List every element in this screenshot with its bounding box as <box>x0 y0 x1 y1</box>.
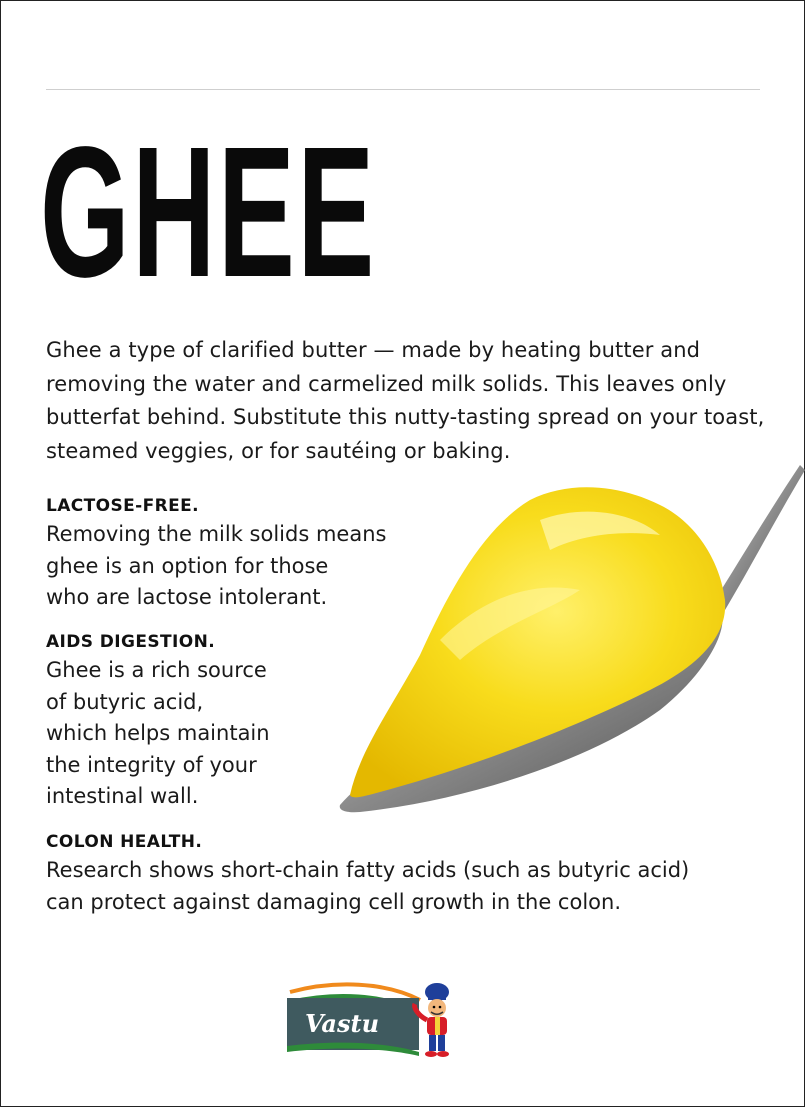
section-text-lactose-free: Removing the milk solids means ghee is an option for those who are lactose intolerant. <box>46 522 387 609</box>
chef-mascot-icon <box>415 983 449 1057</box>
vastu-logo <box>285 980 460 1060</box>
section-text-colon-health: Research shows short-chain fatty acids (such as butyric acid) can protect against damaging cell growth in the colon. <box>46 858 690 914</box>
section-heading-lactose-free: LACTOSE-FREE. <box>46 496 200 516</box>
top-divider <box>46 89 760 90</box>
section-heading-aids-digestion: AIDS DIGESTION. <box>46 632 216 652</box>
logo-brand-text: Vastu <box>305 1009 380 1038</box>
ghee-spoon-image <box>320 450 805 830</box>
section-heading-colon-health: COLON HEALTH. <box>46 832 203 852</box>
section-text-aids-digestion: Ghee is a rich source of butyric acid, which helps maintain the integrity of your intestinal wall. <box>46 658 270 808</box>
page-title: GHEE <box>40 109 377 316</box>
intro-paragraph: Ghee a type of clarified butter — made by heating butter and removing the water and carmelized milk solids. This leaves only butterfat behind. Substitute this nutty-tasting spread on your toast, steamed veggies, or for sautéing or baking. <box>46 338 765 463</box>
